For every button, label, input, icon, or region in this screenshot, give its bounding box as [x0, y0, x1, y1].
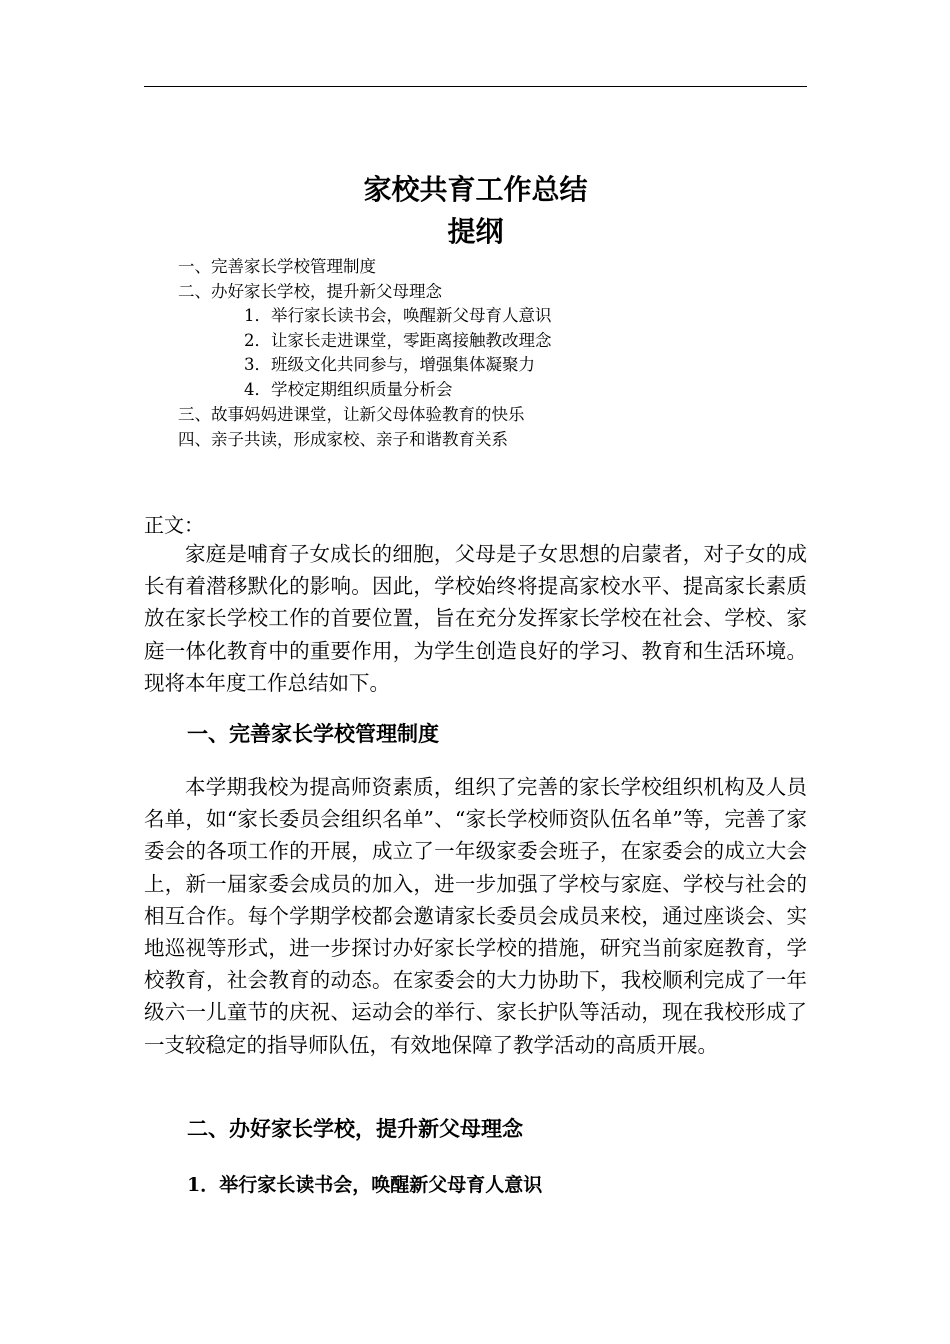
section-heading: 二、办好家长学校，提升新父母理念	[187, 1117, 523, 1141]
outline-subitem: 1．举行家长读书会，唤醒新父母育人意识	[244, 306, 552, 325]
outline-item: 四、亲子共读，形成家校、亲子和谐教育关系	[178, 430, 508, 449]
document-title: 家校共育工作总结	[363, 173, 588, 206]
body-label: 正文：	[144, 513, 204, 537]
outline-subitem: 2．让家长走进课堂，零距离接触教改理念	[244, 331, 552, 350]
outline-subitem: 4．学校定期组织质量分析会	[244, 380, 453, 399]
outline-item: 一、完善家长学校管理制度	[178, 257, 376, 276]
outline-item: 三、故事妈妈进课堂，让新父母体验教育的快乐	[178, 405, 525, 424]
intro-paragraph: 家庭是哺育子女成长的细胞，父母是子女思想的启蒙者，对子女的成长有着潜移默化的影响。因此，学校始终将提高家校水平、提高家长素质放在家长学校工作的首要位置，旨在充分发挥家长学校在社会、学校、家庭一体化教育中的重要作用，为学生创造良好的学习、教育和生活环境。现将本年度工作总结如下。	[144, 542, 807, 695]
section-paragraph: 本学期我校为提高师资素质，组织了完善的家长学校组织机构及人员名单，如“家长委员会组织名单”、“家长学校师资队伍名单”等，完善了家委会的各项工作的开展，成立了一年级家委会班子，在家委会的成立大会上，新一届家委会成员的加入，进一步加强了学校与家庭、学校与社会的相互合作。每个学期学校都会邀请家长委员会成员来校，通过座谈会、实地巡视等形式，进一步探讨办好家长学校的措施，研究当前家庭教育，学校教育，社会教育的动态。在家委会的大力协助下，我校顺利完成了一年级六一儿童节的庆祝、运动会的举行、家长护队等活动，现在我校形成了一支较稳定的指导师队伍，有效地保障了教学活动的高质开展。	[144, 775, 807, 1057]
header-rule	[144, 86, 807, 87]
subsection-heading: 1．举行家长读书会，唤醒新父母育人意识	[187, 1174, 543, 1196]
outline-item: 二、办好家长学校，提升新父母理念	[178, 282, 442, 301]
section-heading: 一、完善家长学校管理制度	[187, 722, 439, 746]
outline-subitem: 3．班级文化共同参与，增强集体凝聚力	[244, 355, 535, 374]
document-subtitle: 提纲	[447, 215, 504, 248]
